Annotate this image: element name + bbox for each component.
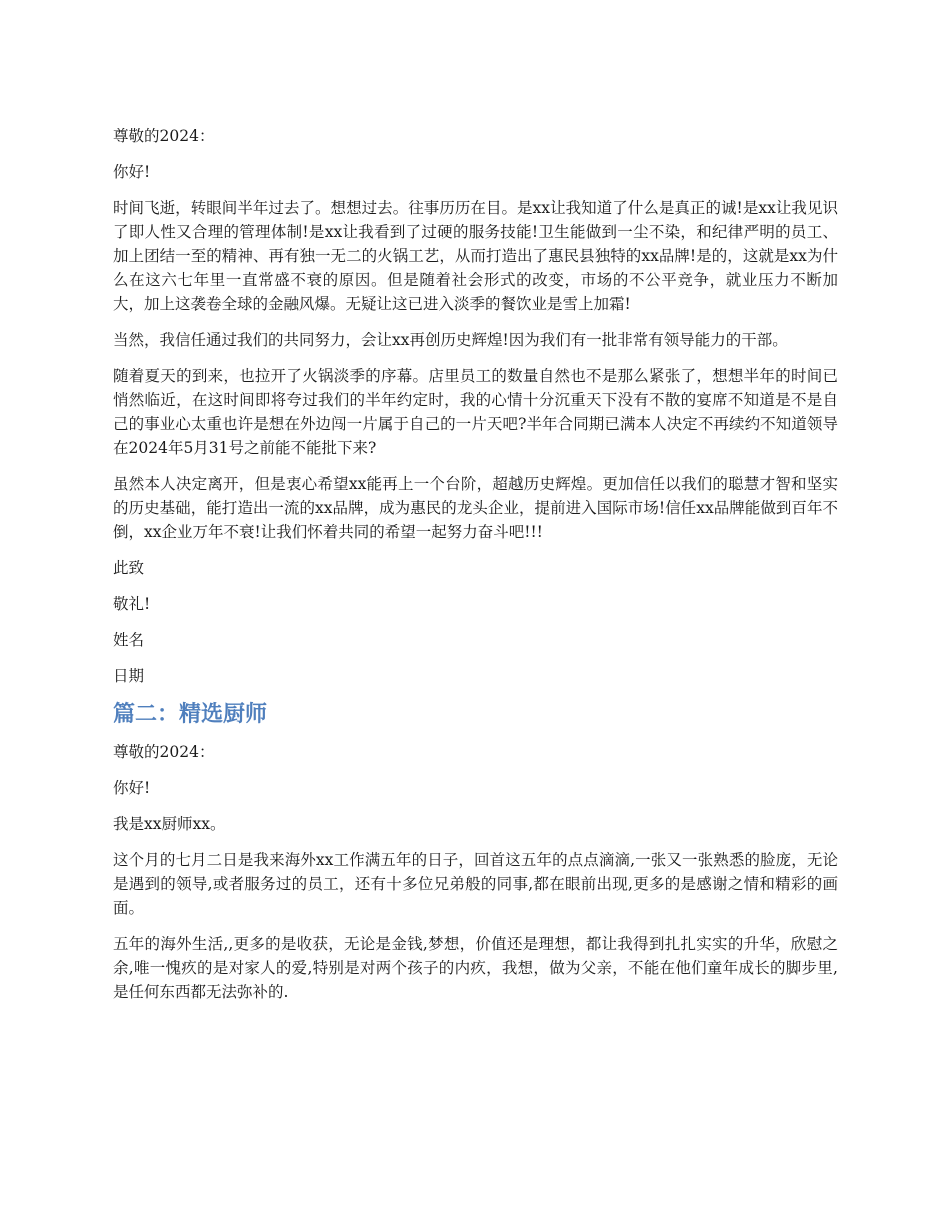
body-paragraph: 五年的海外生活,,更多的是收获，无论是金钱,梦想，价值还是理想，都让我得到扎扎实实的升华，欣慰之余,唯一愧疚的是对家人的爱,特别是对两个孩子的内疚，我想，做为父亲，不能在他们童年成长的脚步里,是任何东西都无法弥补的.	[113, 935, 838, 1001]
body-paragraph: 虽然本人决定离开，但是衷心希望xx能再上一个台阶，超越历史辉煌。更加信任以我们的聪慧才智和坚实的历史基础，能打造出一流的xx品牌，成为惠民的龙头企业，提前进入国际市场!信任xx品牌能做到百年不倒，xx企业万年不衰!让我们怀着共同的希望一起努力奋斗吧!!!	[113, 475, 838, 541]
body-paragraph: 随着夏天的到来，也拉开了火锅淡季的序幕。店里员工的数量自然也不是那么紧张了，想想半年的时间已悄然临近，在这时间即将夸过我们的半年约定时，我的心情十分沉重天下没有不散的宴席不知道是不是自己的事业心太重也许是想在外边闯一片属于自己的一片天吧?半年合同期已满本人决定不再续约不知道领导在2024年5月31号之前能不能批下来?	[113, 367, 838, 457]
greeting: 你好!	[113, 779, 151, 797]
document-page	[113, 124, 838, 1016]
signature-date: 日期	[113, 667, 145, 685]
closing: 此致	[113, 559, 145, 577]
section-heading: 篇二：精选厨师	[113, 702, 268, 727]
greeting: 你好!	[113, 163, 151, 181]
signature-name: 姓名	[113, 631, 145, 649]
body-paragraph: 这个月的七月二日是我来海外xx工作满五年的日子，回首这五年的点点滴滴,一张又一张熟悉的脸庞，无论是遇到的领导,或者服务过的员工，还有十多位兄弟般的同事,都在眼前出现,更多的是感谢之情和精彩的画面。	[113, 851, 838, 917]
regards: 敬礼!	[113, 595, 151, 613]
salutation: 尊敬的2024：	[113, 743, 215, 761]
salutation: 尊敬的2024：	[113, 127, 215, 145]
body-paragraph: 当然，我信任通过我们的共同努力，会让xx再创历史辉煌!因为我们有一批非常有领导能力的干部。	[113, 331, 788, 349]
intro-line: 我是xx厨师xx。	[113, 815, 226, 833]
body-paragraph: 时间飞逝，转眼间半年过去了。想想过去。往事历历在目。是xx让我知道了什么是真正的诚!是xx让我见识了即人性又合理的管理体制!是xx让我看到了过硬的服务技能!卫生能做到一尘不染，和纪律严明的员工、加上团结一至的精神、再有独一无二的火锅工艺，从而打造出了惠民县独特的xx品牌!是的，这就是xx为什么在这六七年里一直常盛不衰的原因。但是随着社会形式的改变，市场的不公平竞争，就业压力不断加大，加上这袭卷全球的金融风爆。无疑让这已进入淡季的餐饮业是雪上加霜!	[113, 199, 838, 313]
